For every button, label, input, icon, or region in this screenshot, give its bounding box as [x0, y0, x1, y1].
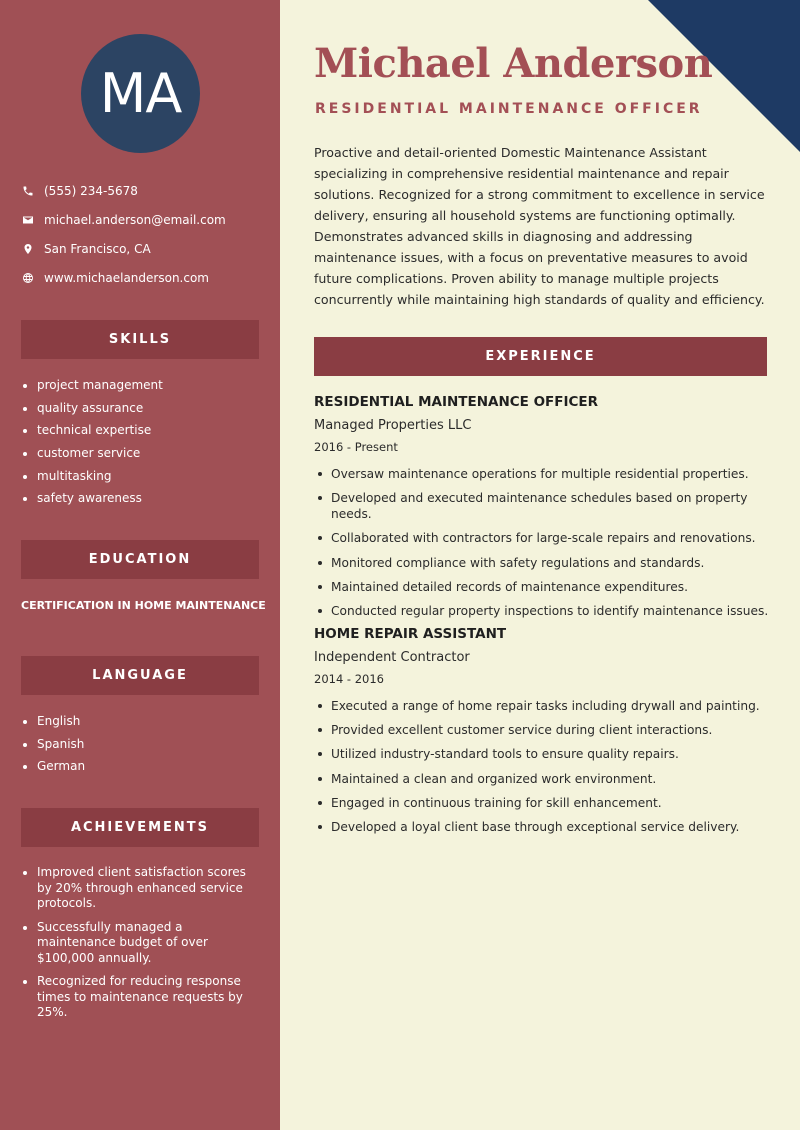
- experience-heading: EXPERIENCE: [314, 337, 767, 376]
- list-item: Provided excellent customer service during client interactions.: [314, 722, 774, 738]
- list-item: German: [22, 759, 262, 774]
- job-entry: [314, 394, 774, 627]
- contact-phone: [22, 176, 272, 205]
- contact-email: [22, 205, 272, 234]
- list-item: quality assurance: [22, 401, 262, 416]
- list-item: technical expertise: [22, 423, 262, 438]
- job-company: Independent Contractor: [314, 650, 470, 665]
- list-item: multitasking: [22, 469, 262, 484]
- job-dates: 2016 - Present: [314, 440, 398, 454]
- mail-icon: [22, 214, 34, 226]
- achievements-heading: ACHIEVEMENTS: [21, 808, 259, 847]
- contact-location: [22, 234, 272, 263]
- location-text: San Francisco, CA: [44, 241, 151, 256]
- list-item: Conducted regular property inspections to identify maintenance issues.: [314, 603, 774, 619]
- job-title: HOME REPAIR ASSISTANT: [314, 626, 507, 642]
- list-item: Utilized industry-standard tools to ensure quality repairs.: [314, 746, 774, 762]
- list-item: Executed a range of home repair tasks including drywall and painting.: [314, 698, 774, 714]
- list-item: Oversaw maintenance operations for multiple residential properties.: [314, 466, 774, 482]
- list-item: project management: [22, 378, 262, 393]
- list-item: Developed a loyal client base through exceptional service delivery.: [314, 819, 774, 835]
- list-item: English: [22, 714, 262, 729]
- list-item: Maintained detailed records of maintenance expenditures.: [314, 579, 774, 595]
- job-bullets: [314, 466, 774, 619]
- job-entry: [314, 626, 774, 843]
- globe-icon: [22, 272, 34, 284]
- list-item: Collaborated with contractors for large-scale repairs and renovations.: [314, 530, 774, 546]
- profile-summary: Proactive and detail-oriented Domestic Maintenance Assistant specializing in comprehensive residential maintenance and repair solutions. Recognized for a strong commitment to excellence in service delivery, ensuring all household systems are functioning optimally. Demonstrates advanced skills in diagnosing and addressing maintenance issues, with a focus on preventative measures to avoid future complications. Proven ability to manage multiple projects concurrently while maintaining high standards of quality and efficiency.: [314, 145, 765, 307]
- education-heading: EDUCATION: [21, 540, 259, 579]
- contact-website: [22, 263, 272, 292]
- job-title: RESIDENTIAL MAINTENANCE OFFICER: [314, 394, 599, 410]
- job-dates: 2014 - 2016: [314, 672, 384, 686]
- language-heading: LANGUAGE: [21, 656, 259, 695]
- job-company: Managed Properties LLC: [314, 418, 472, 433]
- list-item: Developed and executed maintenance schedules based on property needs.: [314, 490, 774, 522]
- skills-list: [22, 378, 262, 514]
- skills-heading: SKILLS: [21, 320, 259, 359]
- list-item: Spanish: [22, 737, 262, 752]
- phone-text: (555) 234-5678: [44, 183, 138, 198]
- website-text[interactable]: www.michaelanderson.com: [44, 270, 209, 285]
- list-item: safety awareness: [22, 491, 262, 506]
- achievements-list: [22, 865, 247, 1029]
- list-item: customer service: [22, 446, 262, 461]
- list-item: Monitored compliance with safety regulations and standards.: [314, 555, 774, 571]
- contact-list: [22, 176, 272, 292]
- list-item: Recognized for reducing response times to maintenance requests by 25%.: [22, 974, 247, 1021]
- phone-icon: [22, 185, 34, 197]
- candidate-name: Michael Anderson: [314, 40, 713, 87]
- list-item: Successfully managed a maintenance budget of over $100,000 annually.: [22, 920, 247, 967]
- sidebar: [0, 0, 280, 1130]
- job-bullets: [314, 698, 774, 835]
- list-item: Engaged in continuous training for skill enhancement.: [314, 795, 774, 811]
- education-item: CERTIFICATION IN HOME MAINTENANCE: [21, 599, 266, 612]
- email-text[interactable]: michael.anderson@email.com: [44, 212, 226, 227]
- location-pin-icon: [22, 243, 34, 255]
- avatar-initials: MA: [81, 34, 200, 153]
- language-list: [22, 714, 262, 782]
- list-item: Improved client satisfaction scores by 20% through enhanced service protocols.: [22, 865, 247, 912]
- list-item: Maintained a clean and organized work environment.: [314, 771, 774, 787]
- job-title-headline: RESIDENTIAL MAINTENANCE OFFICER: [315, 101, 703, 117]
